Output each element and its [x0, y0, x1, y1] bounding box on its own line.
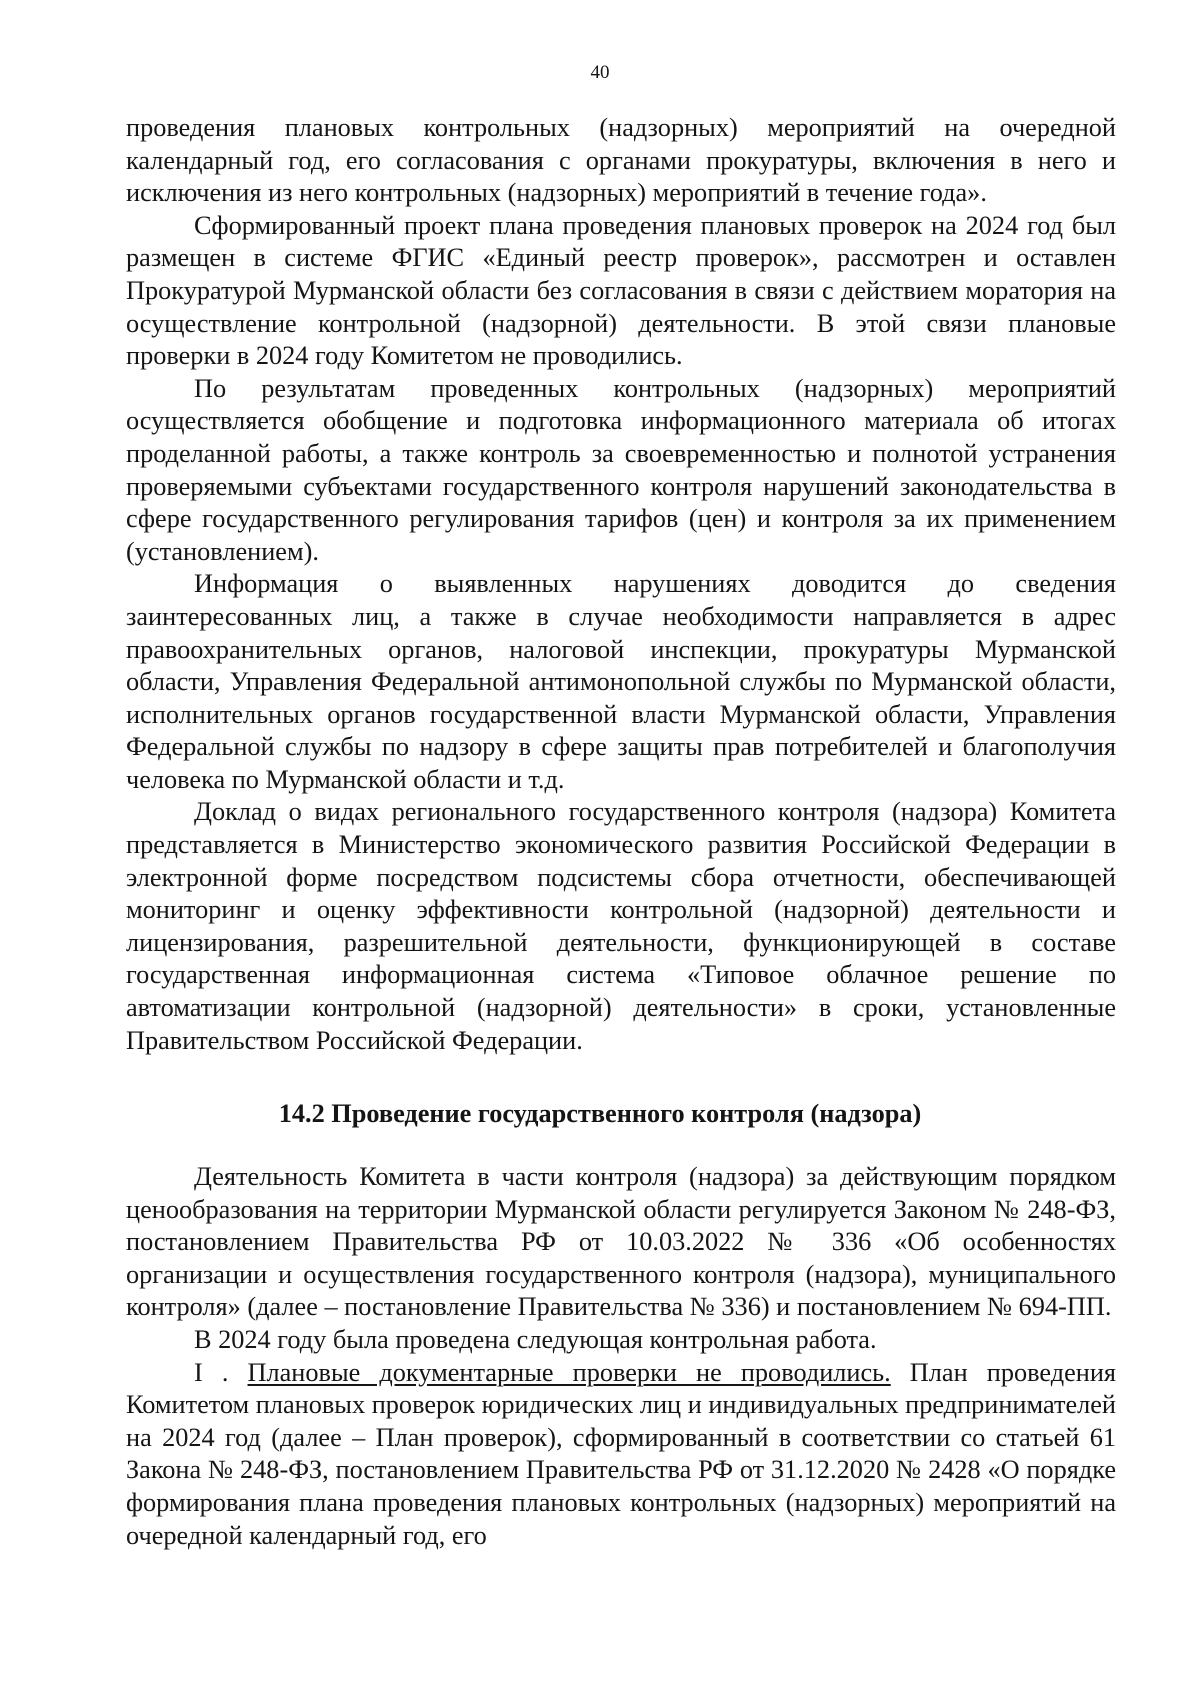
page-number: 40 [590, 62, 610, 83]
paragraph-results: По результатам проведенных контрольных (надзорных) мероприятий осуществляется обобщение и подготовка информационного материала об итогах проделанной работы, а также контроль за своевременностью и полнотой устранения проверяемыми субъектами государственного контроля нарушений законодательства в сфере государственного регулирования тарифов (цен) и контроля за их применением (установлением). [126, 373, 1116, 566]
paragraph-inspections [126, 1357, 1116, 1553]
paragraph-control-work: В 2024 году была проведена следующая контрольная работа. [194, 1324, 877, 1354]
paragraph-continuation: проведения плановых контрольных (надзорных) мероприятий на очередной календарный год, его согласования с органами прокуратуры, включения в него и исключения из него контрольных (надзорных) мероприятий в течение года». [126, 113, 1116, 208]
section-heading: 14.2 Проведение государственного контроля (надзора) [278, 1099, 922, 1128]
body-text-lower [126, 1161, 1116, 1552]
paragraph-information: Информация о выявленных нарушениях доводится до сведения заинтересованных лиц, а также в случае необходимости направляется в адрес правоохранительных органов, налоговой инспекции, прокуратуры Мурманской области, Управления Федеральной антимонопольной службы по Мурманской области, исполнительных органов государственной власти Мурманской области, Управления Федеральной службы по надзору в сфере защиты прав потребителей и благополучия человека по Мурманской области и т.д. [126, 569, 1116, 794]
paragraph-report: Доклад о видах регионального государственного контроля (надзора) Комитета представляется в Министерство экономического развития Российской Федерации в электронной форме посредством подсистемы сбора отчетности, обеспечивающей мониторинг и оценку эффективности контрольной (надзорной) деятельности и лицензирования, разрешительной деятельности, функционирующей в составе государственная информационная система «Типовое облачное решение по автоматизации контрольной (надзорной) деятельности» в сроки, установленные Правительством Российской Федерации. [126, 797, 1116, 1055]
list-marker: I . [194, 1357, 229, 1387]
paragraph-plan-project: Сформированный проект плана проведения плановых проверок на 2024 год был размещен в системе ФГИС «Единый реестр проверок», рассмотрен и оставлен Прокуратурой Мурманской области без согласования в связи с действием моратория на осуществление контрольной (надзорной) деятельности. В этой связи плановые проверки в 2024 году Комитетом не проводились. [126, 210, 1116, 371]
paragraph-activity: Деятельность Комитета в части контроля (надзора) за действующим порядком ценообразования на территории Мурманской области регулируется Законом № 248-ФЗ, постановлением Правительства РФ от 10.03.2022 № 336 «Об особенностях организации и осуществления государственного контроля (надзора), муниципального контроля» (далее – постановление Правительства № 336) и постановлением № 694-ПП. [126, 1162, 1116, 1322]
underlined-statement: Плановые документарные проверки не проводились. [247, 1357, 891, 1387]
body-text-upper [126, 112, 1116, 1057]
paragraph-inspections-text: План проведения Комитетом плановых проверок юридических лиц и индивидуальных предпринимателей на 2024 год (далее – План проверок), сформированный в соответствии со статьей 61 Закона № 248-ФЗ, постановлением Правительства РФ от 31.12.2020 № 2428 «О порядке формирования плана проведения плановых контрольных (надзорных) мероприятий на очередной календарный год, его [126, 1357, 1116, 1550]
